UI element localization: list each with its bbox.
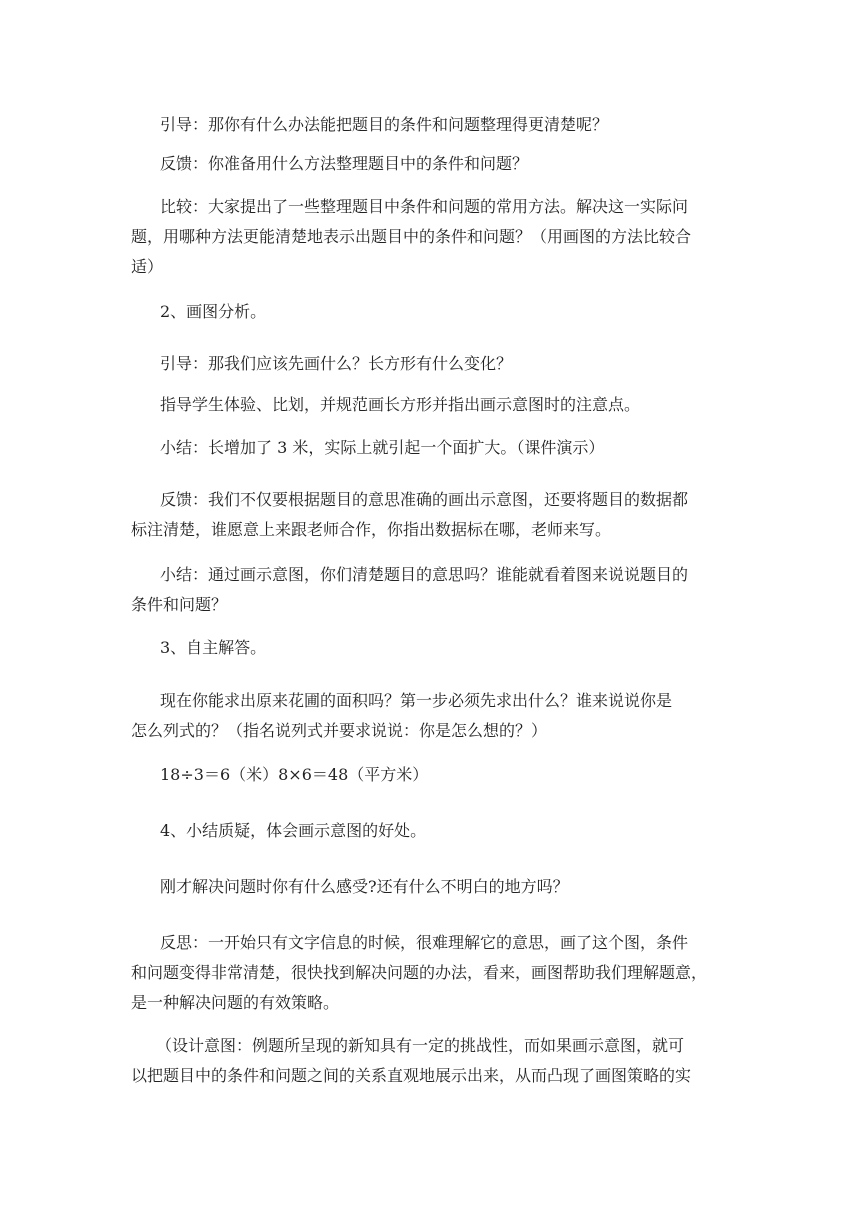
text-line: 指导学生体验、比划，并规范画长方形并指出画示意图时的注意点。 <box>160 395 641 414</box>
paragraph-compare <box>131 192 737 282</box>
paragraph-instruct <box>131 390 737 420</box>
text-line: 3、自主解答。 <box>160 638 267 657</box>
equation-line <box>131 760 737 790</box>
paragraph-solve <box>131 686 737 746</box>
text-line: 2、画图分析。 <box>160 302 267 321</box>
text-line: 题，用哪种方法更能清楚地表示出题目中的条件和问题？（用画图的方法比较合 <box>131 227 692 246</box>
text-line: 小结：通过画示意图，你们清楚题目的意思吗？谁能就看着图来说说题目的 <box>160 565 689 584</box>
text-line: 适） <box>131 257 164 276</box>
section-heading-3 <box>131 633 737 663</box>
text-line: 标注清楚，谁愿意上来跟老师合作，你指出数据标在哪，老师来写。 <box>131 520 612 539</box>
text-line: 18÷3＝6（米）8×6＝48（平方米） <box>160 765 429 784</box>
text-line: 是一种解决问题的有效策略。 <box>131 993 340 1012</box>
section-heading-2 <box>131 297 737 327</box>
text-line: 和问题变得非常清楚，很快找到解决问题的办法，看来，画图帮助我们理解题意， <box>131 963 708 982</box>
text-line: 引导：那你有什么办法能把题目的条件和问题整理得更清楚呢？ <box>160 115 609 134</box>
paragraph-question <box>131 872 737 902</box>
text-line: 刚才解决问题时你有什么感受?还有什么不明白的地方吗？ <box>160 877 569 896</box>
paragraph-guide-1 <box>131 110 737 140</box>
text-line: 以把题目中的条件和问题之间的关系直观地展示出来，从而凸现了画图策略的实 <box>131 1066 692 1085</box>
paragraph-reflection <box>131 928 737 1018</box>
text-line: 反馈：我们不仅要根据题目的意思准确的画出示意图，还要将题目的数据都 <box>160 490 689 509</box>
text-line: 比较：大家提出了一些整理题目中条件和问题的常用方法。解决这一实际问 <box>160 197 689 216</box>
text-line: （设计意图：例题所呈现的新知具有一定的挑战性，而如果画示意图，就可 <box>156 1036 685 1055</box>
text-line: 现在你能求出原来花圃的面积吗？第一步必须先求出什么？谁来说说你是 <box>160 691 673 710</box>
section-heading-4 <box>131 816 737 846</box>
paragraph-design-intent <box>131 1031 737 1091</box>
text-line: 小结：长增加了 3 米，实际上就引起一个面扩大。（课件演示） <box>160 438 605 457</box>
text-line: 反思：一开始只有文字信息的时候，很难理解它的意思，画了这个图，条件 <box>160 933 689 952</box>
paragraph-summary-1 <box>131 433 737 463</box>
text-line: 反馈：你准备用什么方法整理题目中的条件和问题？ <box>160 154 529 173</box>
paragraph-feedback-1 <box>131 149 737 179</box>
paragraph-summary-2 <box>131 560 737 620</box>
text-line: 条件和问题？ <box>131 595 228 614</box>
text-line: 4、小结质疑，体会画示意图的好处。 <box>160 821 427 840</box>
paragraph-guide-2 <box>131 349 737 379</box>
paragraph-feedback-2 <box>131 485 737 545</box>
text-line: 怎么列式的？（指名说列式并要求说说：你是怎么想的？） <box>131 721 548 740</box>
text-line: 引导：那我们应该先画什么？长方形有什么变化？ <box>160 354 513 373</box>
